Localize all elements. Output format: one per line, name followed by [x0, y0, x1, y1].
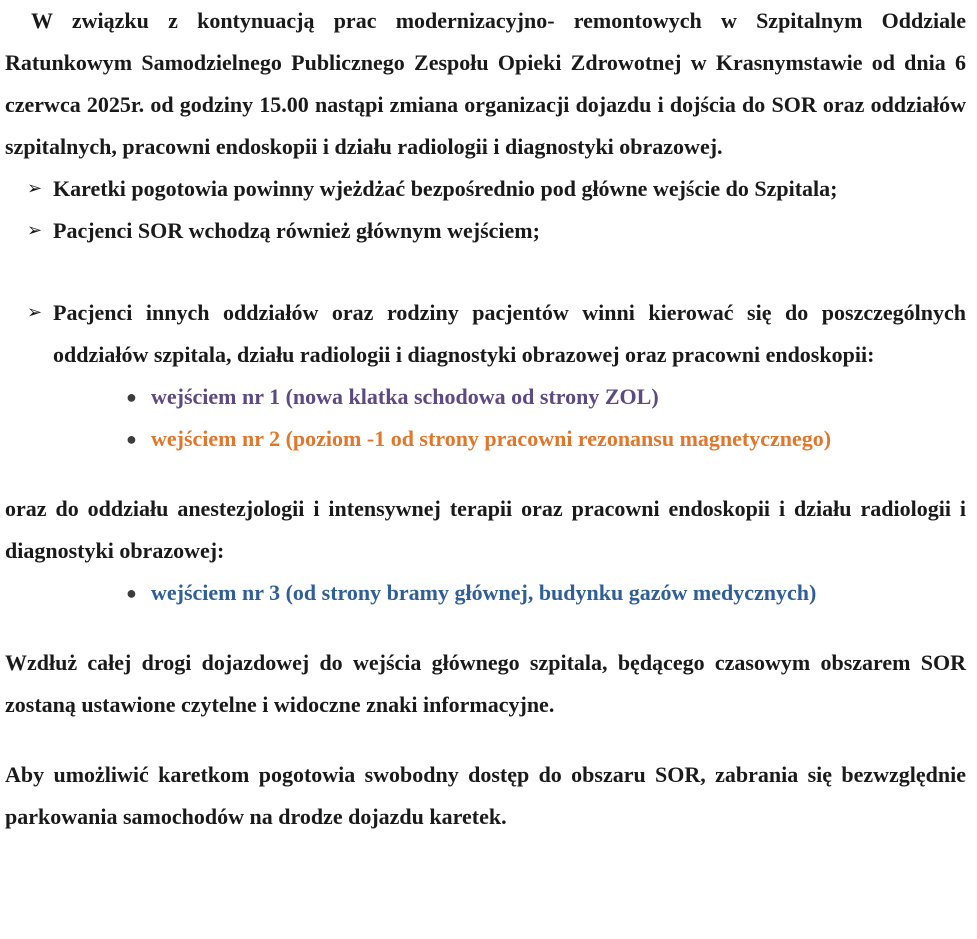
entrance-list-b [5, 572, 966, 614]
entrance-3-text: wejściem nr 3 (od strony bramy głównej, budynku gazów medycznych) [151, 580, 817, 605]
round-bullet-icon: ● [126, 583, 137, 603]
intro-paragraph: W związku z kontynuacją prac modernizacyjno- remontowych w Szpitalnym Oddziale Ratunkowym Samodzielnego Publicznego Zespołu Opieki Zdrowotnej w Krasnymstawie od dnia 6 czerwca 2025r. od godziny 15.00 nastąpi zmiana organizacji dojazdu i dojścia do SOR oraz oddziałów szpitalnych, pracowni endoskopii i działu radiologii i diagnostyki obrazowej. [5, 8, 966, 159]
list-item-ambulances [5, 168, 966, 210]
list-item-text: Pacjenci innych oddziałów oraz rodziny pacjentów winni kierować się do poszczególnych oddziałów szpitala, działu radiologii i diagnostyki obrazowej oraz pracowni endoskopii: [53, 300, 966, 367]
arrowhead-bullet-icon: ➢ [27, 178, 43, 199]
arrowhead-bullet-icon: ➢ [27, 220, 43, 241]
list-item-other-patients [5, 292, 966, 376]
announcement-document [5, 0, 966, 838]
round-bullet-icon: ● [126, 387, 137, 407]
round-bullet-icon: ● [126, 429, 137, 449]
middle-paragraph: oraz do oddziału anestezjologii i intensywnej terapii oraz pracowni endoskopii i działu radiologii i diagnostyki obrazowej: [5, 496, 966, 563]
parking-paragraph: Aby umożliwić karetkom pogotowia swobodny dostęp do obszaru SOR, zabrania się bezwzględnie parkowania samochodów na drodze dojazdu karetek. [5, 762, 966, 829]
entrance-2-text: wejściem nr 2 (poziom -1 od strony pracowni rezonansu magnetycznego) [151, 426, 832, 451]
entrance-list-a [5, 376, 966, 460]
list-item-sor-patients [5, 210, 966, 252]
entrance-2-item [5, 418, 966, 460]
entrance-1-item [5, 376, 966, 418]
entrance-1-text: wejściem nr 1 (nowa klatka schodowa od strony ZOL) [151, 384, 659, 409]
list-item-text: Karetki pogotowia powinny wjeżdżać bezpośrednio pod główne wejście do Szpitala; [53, 176, 838, 201]
arrowhead-bullet-icon: ➢ [27, 302, 43, 323]
entrance-3-item [5, 572, 966, 614]
list-item-text: Pacjenci SOR wchodzą również głównym wejściem; [53, 218, 540, 243]
arrow-bullet-list [5, 168, 966, 376]
signs-paragraph: Wzdłuż całej drogi dojazdowej do wejścia głównego szpitala, będącego czasowym obszarem SOR zostaną ustawione czytelne i widoczne znaki informacyjne. [5, 650, 966, 717]
